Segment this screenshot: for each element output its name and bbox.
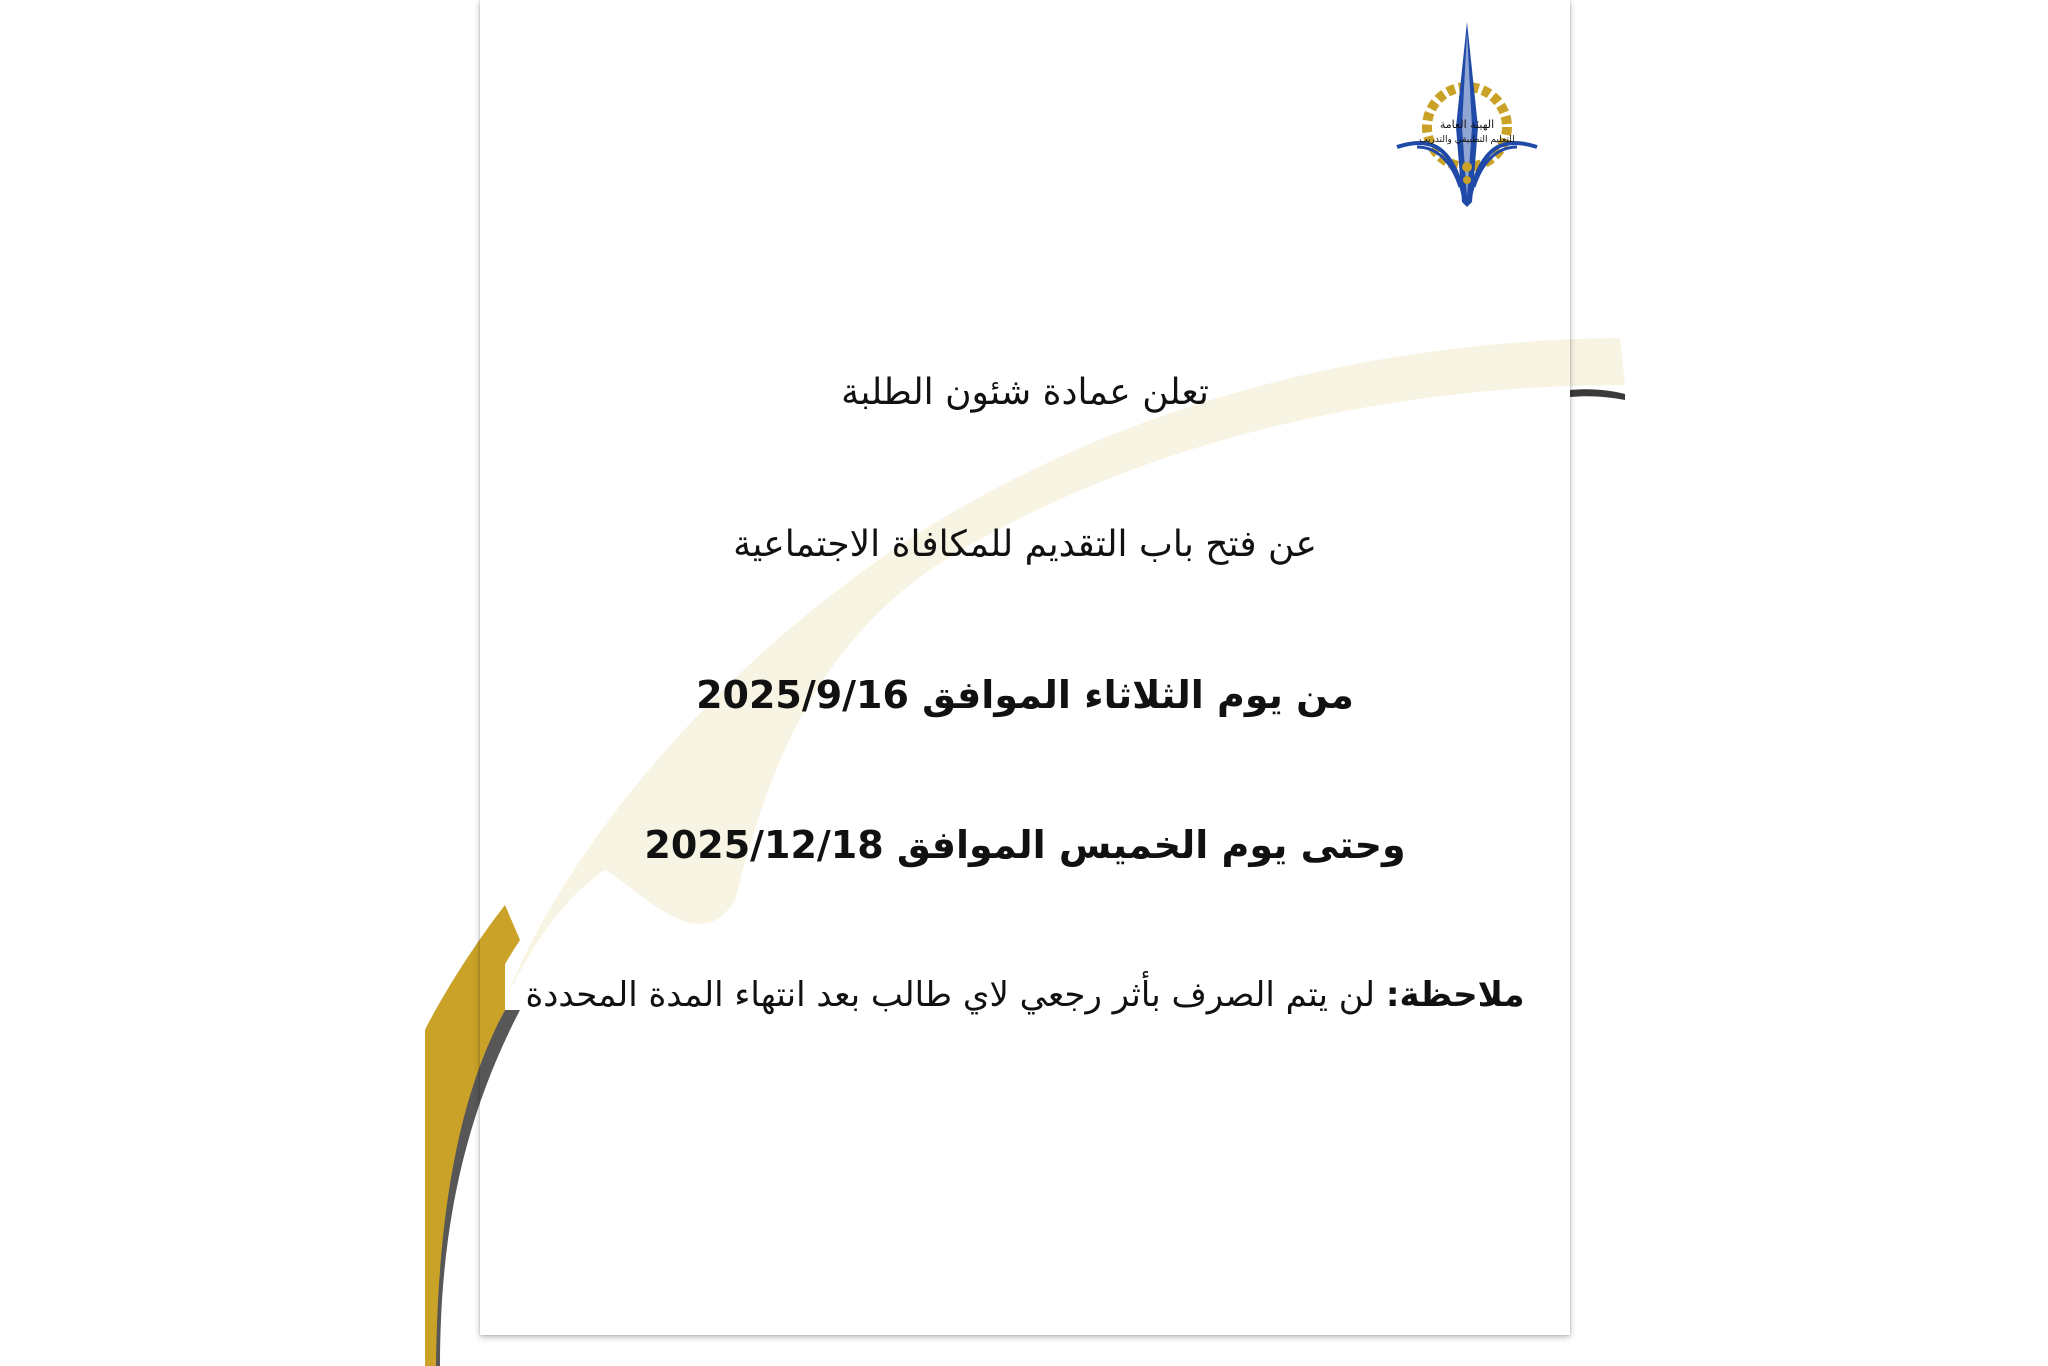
announcement-heading: تعلن عمادة شئون الطلبة [841, 372, 1209, 413]
announcement-subject: عن فتح باب التقديم للمكافاة الاجتماعية [733, 524, 1317, 565]
note-line [480, 975, 1570, 1015]
svg-text:للتعليم التطبيقي والتدريب: للتعليم التطبيقي والتدريب [1419, 135, 1515, 145]
start-date-line: من يوم الثلاثاء الموافق 2025/9/16 [696, 673, 1354, 717]
paaet-logo-icon [1392, 22, 1542, 207]
note-text: لن يتم الصرف بأثر رجعي لاي طالب بعد انتهاء المدة المحددة [525, 975, 1386, 1015]
svg-text:الهيئة العامة: الهيئة العامة [1439, 118, 1495, 131]
note-label: ملاحظة: [1385, 975, 1525, 1015]
end-date-line: وحتى يوم الخميس الموافق 2025/12/18 [644, 823, 1406, 867]
